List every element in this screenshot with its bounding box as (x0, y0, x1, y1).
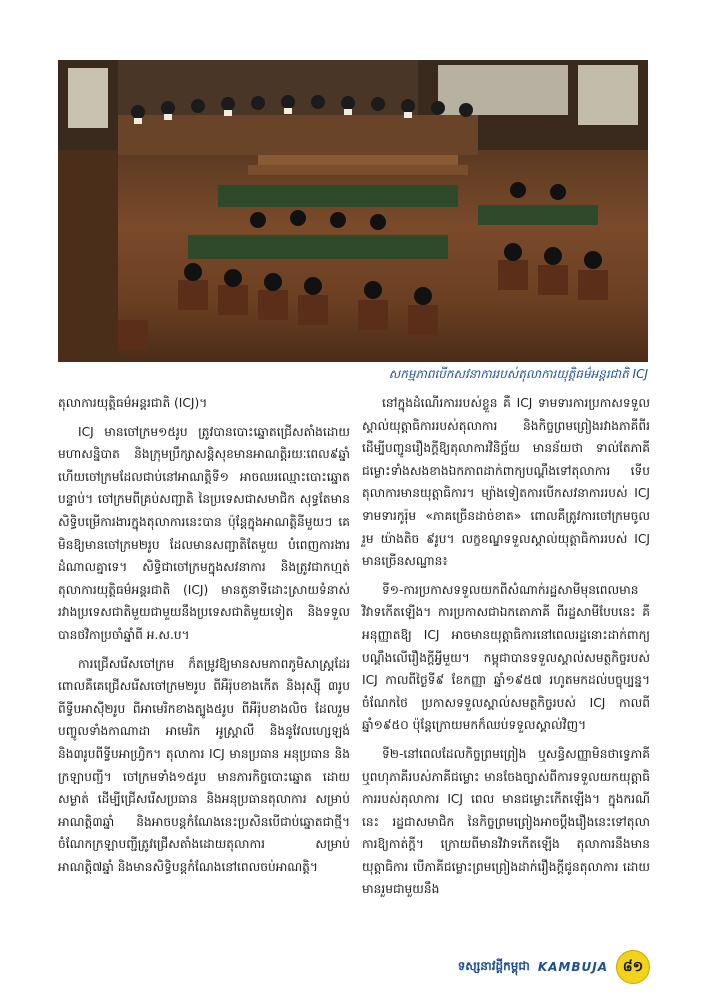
page-number: ៨១ (616, 950, 650, 984)
paragraph: ការជ្រើសរើសចៅក្រម ក៏តម្រូវឱ្យមានសមភាពភូមិសាស្ត្រដែរ ពោលគឺគេជ្រើសរើសចៅក្រម២រូប ពីអឺរ៉ុបខាងកើត និងរុស្ស៊ី ៣រូប ពីទ្វីបអាស៊ី២រូប ពីអាមេរិកខាងត្បូង៥រូប ពីអឺរ៉ុបខាងលិច ដែលរួមបញ្ចូលទាំងកាណាដា អាមេរិក អូស្ត្រាលី និងនូវែលហ្សេឡង់ និង៣រូបពីទ្វីបអាហ្វ្រិក។ តុលាការ ICJ មានប្រធាន អនុប្រធាន និងក្រឡាបញ្ជី។ ចៅក្រមទាំង១៥រូប មានភារកិច្ចបោះឆ្នោត ដោយសម្ងាត់ ដើម្បីជ្រើសរើសប្រធាន និងអនុប្រធានតុលាការ សម្រាប់អាណត្តិ៣ឆ្នាំ និងអាចបន្តកំណែងនេះប្រសិនបើជាប់ឆ្នោតជាថ្មី។ ចំណែកក្រឡាបញ្ជីត្រូវជ្រើសតាំងដោយតុលាការ សម្រាប់អាណត្តិ៧ឆ្នាំ និងមានសិទ្ធិបន្តកំណែងនៅពេលចប់អាណត្តិ។ (58, 656, 350, 874)
paragraph: តុលាការយុត្តិធម៌អន្តរជាតិ (ICJ)។ (58, 396, 208, 410)
right-column (362, 392, 650, 907)
courtroom-photo (58, 60, 648, 362)
courtroom-illustration (58, 60, 648, 362)
left-column (58, 392, 350, 884)
magazine-brand: KAMBUJA (537, 960, 608, 974)
magazine-title: ទស្សនាវដ្ដីកម្ពុជា (457, 959, 530, 973)
photo-caption: សកម្មភាពបើកសវនាការរបស់តុលាការយុត្តិធម៌អន្តរជាតិ ICJ (388, 367, 648, 381)
page-footer (400, 950, 650, 984)
paragraph: ទី១-ការប្រកាសទទួលយកពីសំណាក់រដ្ឋសាមីមុនពេលមានវិវាទកើតឡើង។ ការប្រកាសជាឯកតោភាគី ពីរដ្ឋសាមីបែបនេះ គឺអនុញ្ញាតឱ្យ ICJ អាចមានយុត្តាធិការនៅពេលរដ្ឋនោះដាក់ពាក្យបណ្ដឹងលើរឿងក្ដីអ្វីមួយ។ កម្ពុជាបានទទួលស្គាល់សមត្ថកិច្ចរបស់ ICJ កាលពីថ្ងៃទី៩ ខែកញ្ញា ឆ្នាំ១៩៥៧ រហូតមកដល់បច្ចុប្បន្ន។ ចំណែកថៃ ប្រកាសទទួលស្គាល់សមត្ថកិច្ចរបស់ ICJ កាលពី ឆ្នាំ១៩៥០ ប៉ុន្តែក្រោយមកក៏ឈប់ទទួលស្គាល់វិញ។ (362, 582, 650, 733)
paragraph: ICJ មានចៅក្រម១៥រូប ត្រូវបានបោះឆ្នោតជ្រើសតាំងដោយមហាសន្និបាត និងក្រុមប្រឹក្សាសន្តិសុខមានអាណត្តិរយៈពេល៩ឆ្នាំ ហើយចៅក្រមដែលជាប់នៅអាណត្តិទី១ អាចឈរឈ្មោះបោះឆ្នោតបន្ទាប់។ ចៅក្រមពីគ្រប់សញ្ជាតិ នៃប្រទេសជាសមាជិក សុទ្ធតែមានសិទ្ធិបម្រើការងារក្នុងតុលាការនេះបាន ប៉ុន្តែក្នុងអាណត្តិនីមួយៗ គេមិនឱ្យមានចៅក្រម២រូប ដែលមានសញ្ជាតិតែមួយ បំពេញការងារដំណាលគ្នាទេ។ សិទ្ធិជាចៅក្រមក្នុងសវនាការ និងត្រូវជាកហ្មត់ តុលាការយុត្តិធម៌អន្តរជាតិ (ICJ) មានតួនាទីដោះស្រាយទំនាស់រវាងប្រទេសជាតិមួយជាមួយនឹងប្រទេសជាតិមួយទៀត និងទទួលបានថវិកាប្រចាំឆ្នាំពី អ.ស.ប។ (58, 424, 350, 642)
paragraph: ទី២-នៅពេលដែលកិច្ចព្រមព្រៀង ឬសន្ធិសញ្ញាមិនថាទ្វេភាគី ឬពហុភាគីរបស់ភាគីជម្លោះ មានចែងច្បាស់ពីការទទួលយកយុត្តាធិការរបស់តុលាការ ICJ ពេល មានជម្លោះកើតឡើង។ ក្នុងករណីនេះ រដ្ឋជាសមាជិក នៃកិច្ចព្រមព្រៀងអាចប្ដឹងរឿងនេះទៅតុលាការឱ្យកាត់ក្ដី។ ក្រោយពីមានវិវាទកើតឡើង តុលាការនឹងមាន យុត្តាធិការ បើភាគីជម្លោះព្រមព្រៀងដាក់រឿងក្ដីជូនតុលាការ ដោយមានរួមជាមួយនឹង (362, 746, 650, 897)
paragraph: នៅក្នុងដំណើរការរបស់ខ្លួន គឺ ICJ ទាមទារការប្រកាសទទួលស្គាល់យុត្តាធិការរបស់តុលាការ និងកិច្ចព្រមព្រៀងរវាងភាគីពីរ ដើម្បីបញ្ជូនរឿងក្ដីឱ្យតុលាការវិនិច្ឆ័យ មានន័យថា ទាល់តែភាគីជម្លោះទាំងសងខាងឯកភាពដាក់ពាក្យបណ្ដឹងទៅតុលាការ ទើបតុលាការមានយុត្តាធិការ។ ម្យ៉ាងទៀតការបើកសវនាការរបស់ ICJ ទាមទារកូរ៉ុម «ភាគច្រើនដាច់ខាត» ពោលគឺត្រូវការចៅក្រមចូលរួម យ៉ាងតិច ៩រូប។ លក្ខខណ្ឌទទួលស្គាល់យុត្តាធិការរបស់ ICJ មានច្រើនសណ្ឋាន៖ (362, 396, 650, 569)
